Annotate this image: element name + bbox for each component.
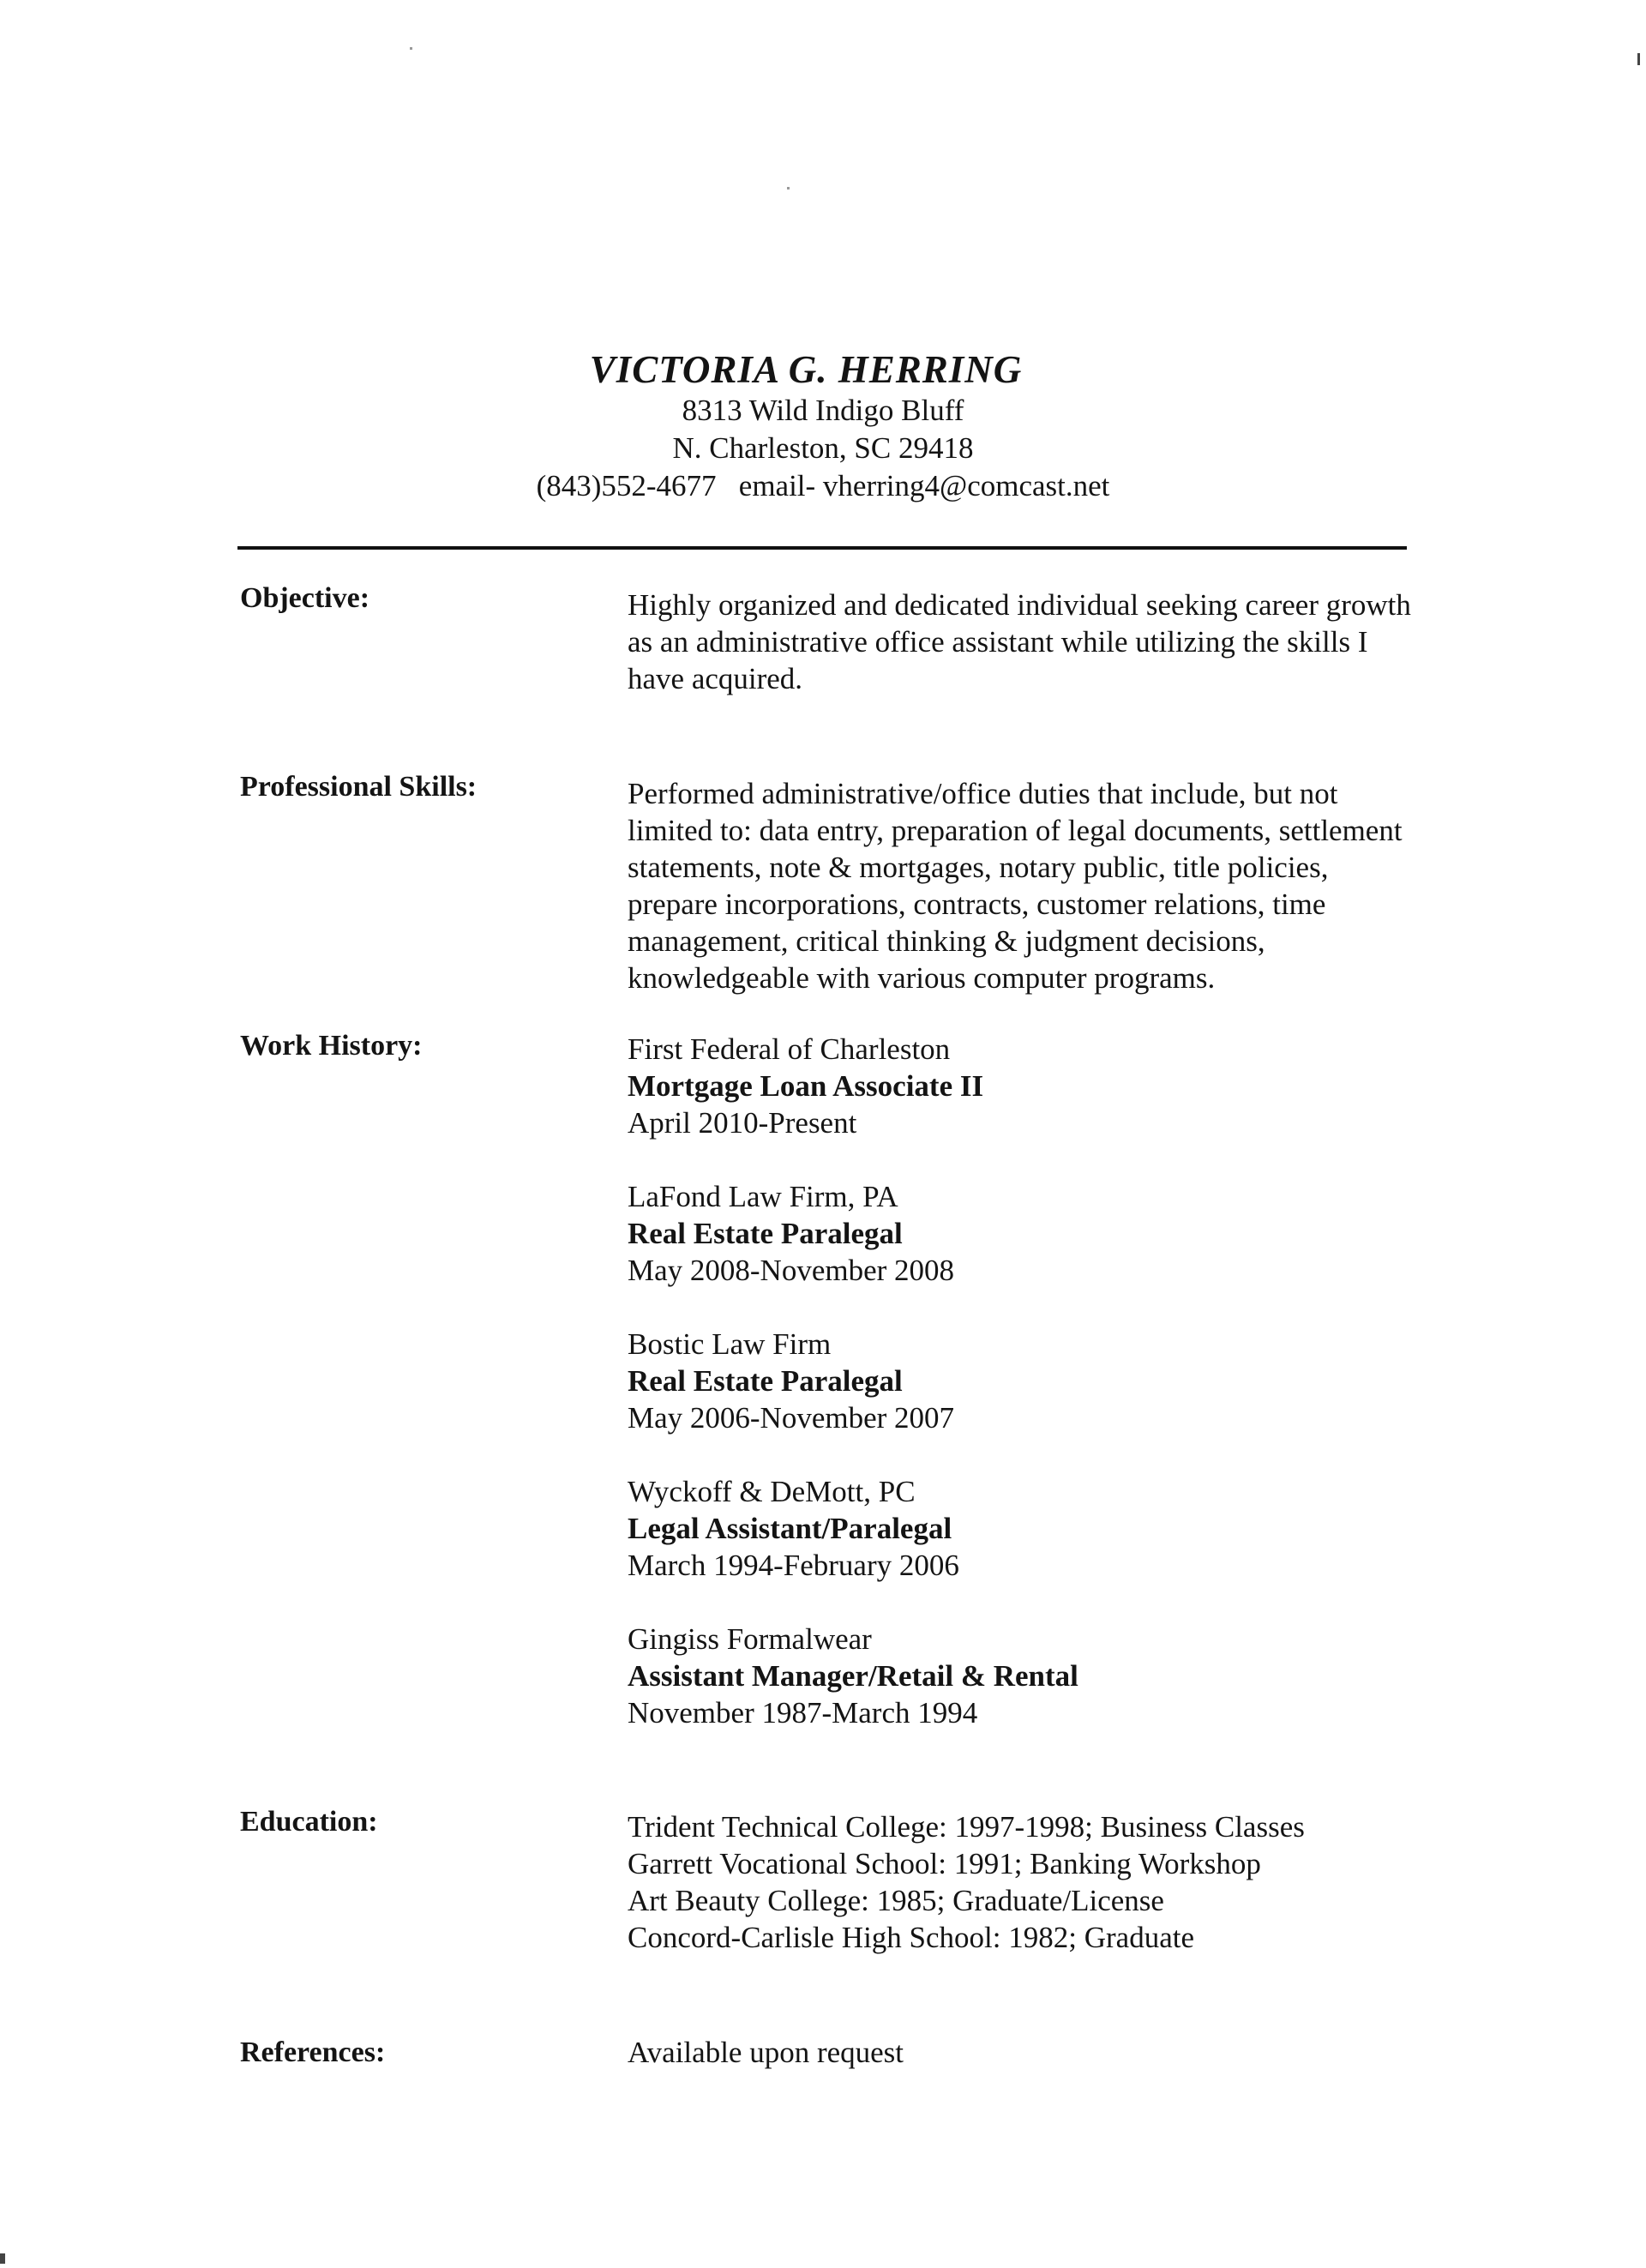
job-dates: November 1987-March 1994 <box>628 1696 978 1730</box>
education-entry: Trident Technical College: 1997-1998; Business Classes <box>628 1810 1305 1844</box>
job-entry <box>628 1326 1425 1436</box>
job-dates: March 1994-February 2006 <box>628 1549 959 1582</box>
job-employer: Gingiss Formalwear <box>628 1622 872 1656</box>
job-entry <box>628 1178 1425 1289</box>
job-dates: May 2006-November 2007 <box>628 1401 955 1435</box>
skills-label: Professional Skills: <box>240 771 478 803</box>
job-title: Real Estate Paralegal <box>628 1364 903 1398</box>
references-label: References: <box>240 2036 386 2068</box>
address-street: 8313 Wild Indigo Bluff <box>682 394 964 427</box>
job-employer: Bostic Law Firm <box>628 1327 832 1361</box>
job-employer: LaFond Law Firm, PA <box>628 1180 898 1213</box>
job-entry <box>628 1473 1425 1584</box>
job-employer: First Federal of Charleston <box>628 1032 951 1066</box>
scan-speck <box>410 47 412 50</box>
header-divider <box>237 546 1407 550</box>
work-history-list <box>628 1031 1425 1768</box>
education-entry: Concord-Carlisle High School: 1982; Graduate <box>628 1921 1194 1954</box>
job-entry <box>628 1621 1425 1731</box>
references-text: Available upon request <box>628 2036 904 2069</box>
objective-label: Objective: <box>240 582 370 614</box>
objective-text: Highly organized and dedicated individual seeking career growth as an administrative office assistant while utilizing the skills I have acquired. <box>628 588 1411 695</box>
work-history-label: Work History: <box>240 1030 423 1062</box>
education-entry: Garrett Vocational School: 1991; Banking Workshop <box>628 1847 1261 1880</box>
resume-header <box>0 347 1646 505</box>
education-list <box>628 1808 1425 1956</box>
job-title: Assistant Manager/Retail & Rental <box>628 1659 1078 1693</box>
applicant-name: VICTORIA G. HERRING <box>589 348 1023 391</box>
contact-line: (843)552-4677 email- vherring4@comcast.net <box>536 469 1110 502</box>
scan-speck <box>787 187 790 190</box>
job-title: Real Estate Paralegal <box>628 1217 903 1250</box>
scan-speck <box>1637 53 1640 65</box>
job-dates: May 2008-November 2008 <box>628 1254 955 1287</box>
education-label: Education: <box>240 1806 378 1838</box>
job-dates: April 2010-Present <box>628 1106 857 1140</box>
education-entry: Art Beauty College: 1985; Graduate/License <box>628 1884 1164 1917</box>
scan-speck <box>0 2253 5 2264</box>
job-employer: Wyckoff & DeMott, PC <box>628 1475 916 1508</box>
job-title: Mortgage Loan Associate II <box>628 1069 984 1103</box>
address-city: N. Charleston, SC 29418 <box>672 431 974 465</box>
job-title: Legal Assistant/Paralegal <box>628 1512 952 1545</box>
job-entry <box>628 1031 1425 1141</box>
skills-text: Performed administrative/office duties that include, but not limited to: data entry, preparation of legal documents, settlement statements, note & mortgages, notary public, title policies, prepare incorporations, contracts, customer relations, time management, critical thinking & judgment decisions, knowledgeable with various computer programs. <box>628 777 1403 995</box>
